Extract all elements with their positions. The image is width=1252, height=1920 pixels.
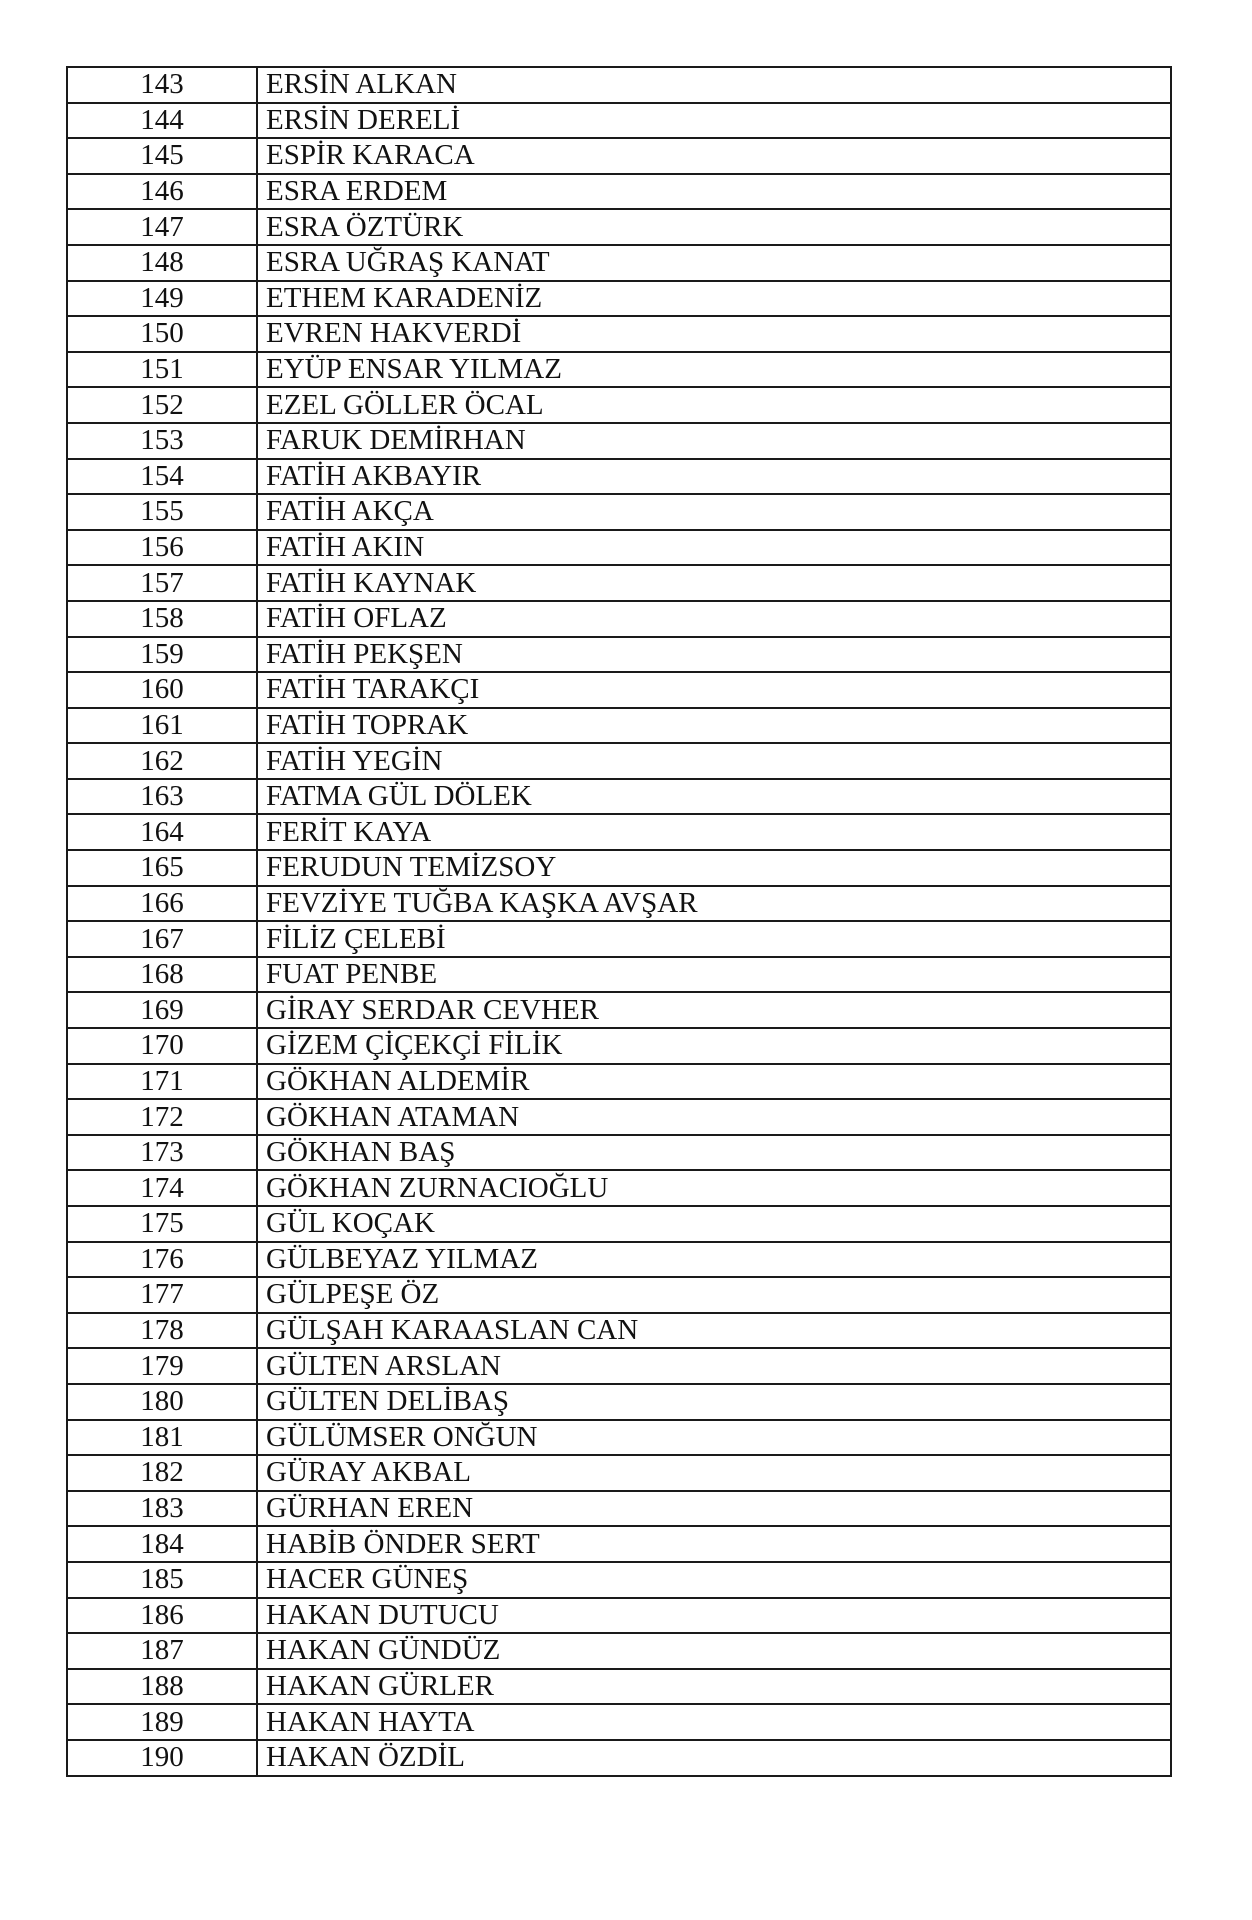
table-row (67, 209, 1171, 245)
person-name-cell: FATİH AKIN (257, 530, 1171, 566)
row-number-cell: 149 (67, 281, 257, 317)
row-number-cell: 162 (67, 743, 257, 779)
person-name-cell: HACER GÜNEŞ (257, 1562, 1171, 1598)
person-name-cell: GÜRAY AKBAL (257, 1455, 1171, 1491)
row-number-cell: 165 (67, 850, 257, 886)
person-name-cell: ERSİN ALKAN (257, 67, 1171, 103)
table-row (67, 565, 1171, 601)
person-name-cell: ERSİN DERELİ (257, 103, 1171, 139)
person-name-cell: HAKAN GÜRLER (257, 1669, 1171, 1705)
person-name-cell: FUAT PENBE (257, 957, 1171, 993)
row-number-cell: 182 (67, 1455, 257, 1491)
person-name-cell: FATİH KAYNAK (257, 565, 1171, 601)
row-number-cell: 148 (67, 245, 257, 281)
person-name-cell: EYÜP ENSAR YILMAZ (257, 352, 1171, 388)
row-number-cell: 163 (67, 779, 257, 815)
person-name-cell: FATİH TOPRAK (257, 708, 1171, 744)
table-row (67, 1740, 1171, 1776)
row-number-cell: 161 (67, 708, 257, 744)
row-number-cell: 187 (67, 1633, 257, 1669)
person-name-cell: GÖKHAN BAŞ (257, 1135, 1171, 1171)
table-row (67, 1170, 1171, 1206)
table-row (67, 1028, 1171, 1064)
person-name-cell: ESRA UĞRAŞ KANAT (257, 245, 1171, 281)
row-number-cell: 146 (67, 174, 257, 210)
person-name-cell: FATİH PEKŞEN (257, 637, 1171, 673)
person-name-cell: GÜLTEN ARSLAN (257, 1348, 1171, 1384)
row-number-cell: 153 (67, 423, 257, 459)
table-row (67, 1526, 1171, 1562)
table-row (67, 1420, 1171, 1456)
table-row (67, 245, 1171, 281)
row-number-cell: 189 (67, 1704, 257, 1740)
row-number-cell: 178 (67, 1313, 257, 1349)
person-name-cell: GÜLPEŞE ÖZ (257, 1277, 1171, 1313)
table-row (67, 1242, 1171, 1278)
row-number-cell: 164 (67, 814, 257, 850)
person-name-cell: FATİH OFLAZ (257, 601, 1171, 637)
row-number-cell: 156 (67, 530, 257, 566)
row-number-cell: 179 (67, 1348, 257, 1384)
person-name-cell: FATİH AKBAYIR (257, 459, 1171, 495)
row-number-cell: 181 (67, 1420, 257, 1456)
table-row (67, 316, 1171, 352)
row-number-cell: 145 (67, 138, 257, 174)
person-name-cell: FİLİZ ÇELEBİ (257, 921, 1171, 957)
person-name-cell: ETHEM KARADENİZ (257, 281, 1171, 317)
person-name-cell: GÜRHAN EREN (257, 1491, 1171, 1527)
row-number-cell: 176 (67, 1242, 257, 1278)
person-name-cell: FEVZİYE TUĞBA KAŞKA AVŞAR (257, 886, 1171, 922)
table-row (67, 886, 1171, 922)
person-name-cell: FATMA GÜL DÖLEK (257, 779, 1171, 815)
row-number-cell: 147 (67, 209, 257, 245)
table-body (67, 67, 1171, 1776)
row-number-cell: 158 (67, 601, 257, 637)
row-number-cell: 154 (67, 459, 257, 495)
person-name-cell: EVREN HAKVERDİ (257, 316, 1171, 352)
row-number-cell: 185 (67, 1562, 257, 1598)
row-number-cell: 171 (67, 1064, 257, 1100)
table-row (67, 957, 1171, 993)
row-number-cell: 177 (67, 1277, 257, 1313)
row-number-cell: 155 (67, 494, 257, 530)
row-number-cell: 166 (67, 886, 257, 922)
table-row (67, 423, 1171, 459)
person-name-cell: GÖKHAN ALDEMİR (257, 1064, 1171, 1100)
row-number-cell: 159 (67, 637, 257, 673)
row-number-cell: 152 (67, 387, 257, 423)
table-row (67, 1206, 1171, 1242)
row-number-cell: 143 (67, 67, 257, 103)
person-name-cell: FERUDUN TEMİZSOY (257, 850, 1171, 886)
table-row (67, 281, 1171, 317)
row-number-cell: 168 (67, 957, 257, 993)
row-number-cell: 150 (67, 316, 257, 352)
row-number-cell: 175 (67, 1206, 257, 1242)
row-number-cell: 144 (67, 103, 257, 139)
row-number-cell: 186 (67, 1598, 257, 1634)
table-row (67, 1491, 1171, 1527)
person-name-cell: ESPİR KARACA (257, 138, 1171, 174)
table-row (67, 1455, 1171, 1491)
name-list-table (66, 66, 1172, 1777)
table-row (67, 459, 1171, 495)
row-number-cell: 174 (67, 1170, 257, 1206)
name-list-table-container (66, 66, 1172, 1777)
table-row (67, 1669, 1171, 1705)
table-row (67, 850, 1171, 886)
row-number-cell: 180 (67, 1384, 257, 1420)
person-name-cell: GÖKHAN ZURNACIOĞLU (257, 1170, 1171, 1206)
table-row (67, 387, 1171, 423)
row-number-cell: 157 (67, 565, 257, 601)
table-row (67, 494, 1171, 530)
row-number-cell: 169 (67, 992, 257, 1028)
person-name-cell: FATİH YEGİN (257, 743, 1171, 779)
row-number-cell: 184 (67, 1526, 257, 1562)
table-row (67, 103, 1171, 139)
table-row (67, 1348, 1171, 1384)
person-name-cell: GÜLŞAH KARAASLAN CAN (257, 1313, 1171, 1349)
table-row (67, 601, 1171, 637)
table-row (67, 743, 1171, 779)
table-row (67, 67, 1171, 103)
row-number-cell: 188 (67, 1669, 257, 1705)
row-number-cell: 160 (67, 672, 257, 708)
person-name-cell: GÜLTEN DELİBAŞ (257, 1384, 1171, 1420)
row-number-cell: 172 (67, 1099, 257, 1135)
person-name-cell: HABİB ÖNDER SERT (257, 1526, 1171, 1562)
table-row (67, 1384, 1171, 1420)
table-row (67, 138, 1171, 174)
table-row (67, 1633, 1171, 1669)
person-name-cell: HAKAN GÜNDÜZ (257, 1633, 1171, 1669)
row-number-cell: 170 (67, 1028, 257, 1064)
table-row (67, 1704, 1171, 1740)
person-name-cell: FATİH AKÇA (257, 494, 1171, 530)
person-name-cell: GÖKHAN ATAMAN (257, 1099, 1171, 1135)
person-name-cell: FATİH TARAKÇI (257, 672, 1171, 708)
table-row (67, 1598, 1171, 1634)
table-row (67, 1277, 1171, 1313)
table-row (67, 779, 1171, 815)
row-number-cell: 151 (67, 352, 257, 388)
person-name-cell: ESRA ERDEM (257, 174, 1171, 210)
person-name-cell: GÜLBEYAZ YILMAZ (257, 1242, 1171, 1278)
table-row (67, 1099, 1171, 1135)
table-row (67, 921, 1171, 957)
person-name-cell: HAKAN HAYTA (257, 1704, 1171, 1740)
person-name-cell: GİZEM ÇİÇEKÇİ FİLİK (257, 1028, 1171, 1064)
table-row (67, 352, 1171, 388)
table-row (67, 708, 1171, 744)
row-number-cell: 183 (67, 1491, 257, 1527)
table-row (67, 530, 1171, 566)
row-number-cell: 173 (67, 1135, 257, 1171)
table-row (67, 637, 1171, 673)
table-row (67, 672, 1171, 708)
person-name-cell: GÜL KOÇAK (257, 1206, 1171, 1242)
table-row (67, 1064, 1171, 1100)
person-name-cell: GİRAY SERDAR CEVHER (257, 992, 1171, 1028)
table-row (67, 992, 1171, 1028)
row-number-cell: 190 (67, 1740, 257, 1776)
row-number-cell: 167 (67, 921, 257, 957)
person-name-cell: GÜLÜMSER ONĞUN (257, 1420, 1171, 1456)
person-name-cell: ESRA ÖZTÜRK (257, 209, 1171, 245)
person-name-cell: FARUK DEMİRHAN (257, 423, 1171, 459)
table-row (67, 1313, 1171, 1349)
table-row (67, 1135, 1171, 1171)
table-row (67, 814, 1171, 850)
table-row (67, 174, 1171, 210)
person-name-cell: FERİT KAYA (257, 814, 1171, 850)
person-name-cell: HAKAN DUTUCU (257, 1598, 1171, 1634)
person-name-cell: HAKAN ÖZDİL (257, 1740, 1171, 1776)
table-row (67, 1562, 1171, 1598)
person-name-cell: EZEL GÖLLER ÖCAL (257, 387, 1171, 423)
